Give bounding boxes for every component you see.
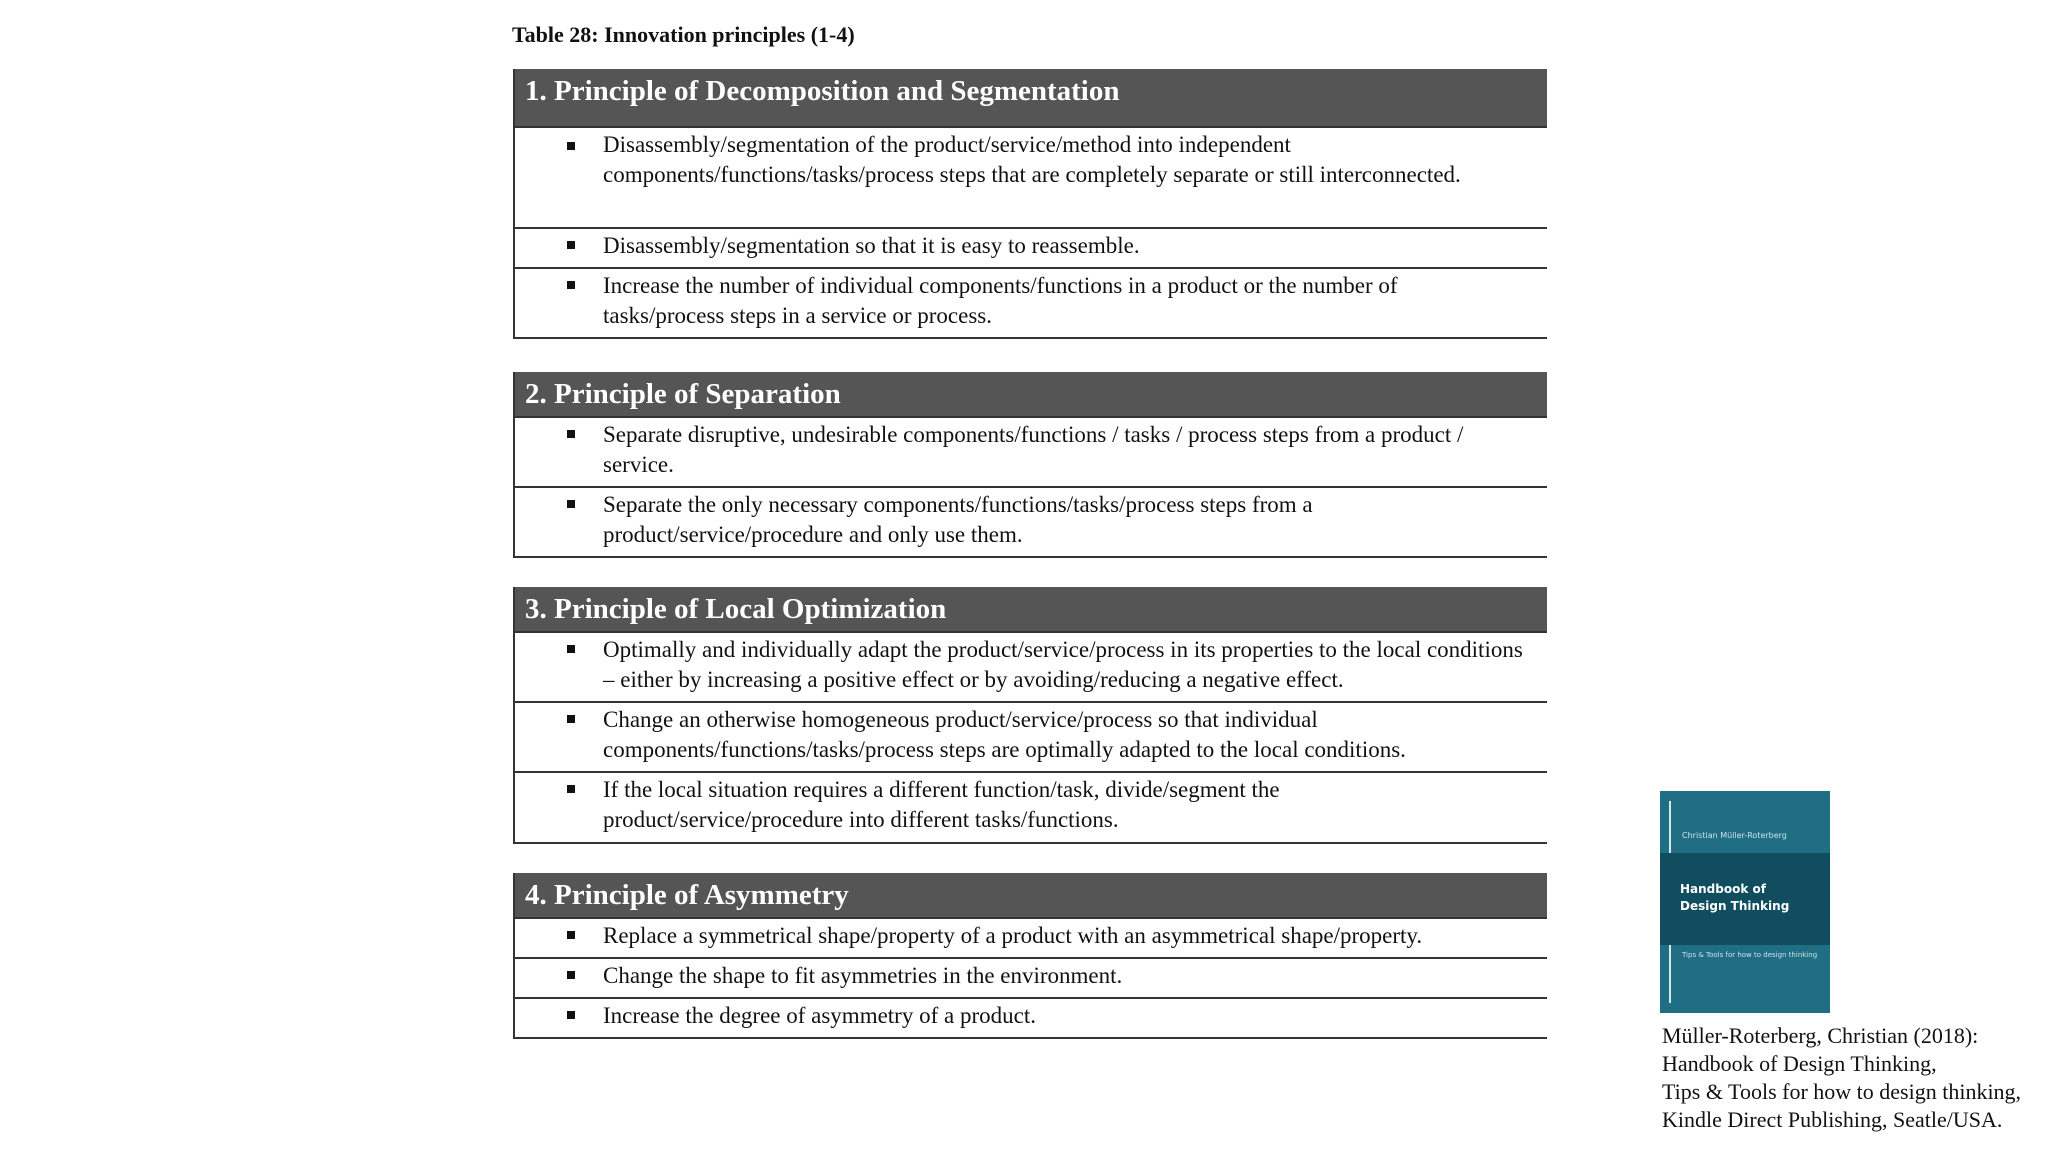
list-item	[515, 267, 1547, 337]
citation-line: Müller-Roterberg, Christian (2018):	[1662, 1023, 1979, 1048]
bullet-icon	[567, 785, 575, 793]
principle-section-1	[513, 69, 1547, 339]
list-item	[515, 126, 1547, 227]
cover-title-line2: Design Thinking	[1680, 899, 1790, 913]
principle-section-2	[513, 372, 1547, 558]
section-header: 2. Principle of Separation	[515, 372, 1547, 416]
item-text: Change an otherwise homogeneous product/service/process so that individual components/functions/tasks/process steps are optimally adapted to the local conditions.	[603, 707, 1406, 762]
item-text: Disassembly/segmentation of the product/service/method into independent components/functions/tasks/process steps that are completely separate or still interconnected.	[603, 132, 1461, 187]
item-text: Separate disruptive, undesirable components/functions / tasks / process steps from a product / service.	[603, 422, 1464, 477]
item-text: Increase the degree of asymmetry of a product.	[603, 1003, 1036, 1028]
item-text: Increase the number of individual components/functions in a product or the number of tasks/process steps in a service or process.	[603, 273, 1398, 328]
item-text: Disassembly/segmentation so that it is easy to reassemble.	[603, 233, 1140, 258]
citation-line: Handbook of Design Thinking,	[1662, 1051, 1937, 1076]
item-text: Replace a symmetrical shape/property of a product with an asymmetrical shape/property.	[603, 923, 1423, 948]
bullet-icon	[567, 500, 575, 508]
item-text: Optimally and individually adapt the product/service/process in its properties to the local conditions – either by increasing a positive effect or by avoiding/reducing a negative effect.	[603, 637, 1523, 692]
cover-title-line1: Handbook of	[1680, 882, 1766, 896]
citation-line: Tips & Tools for how to design thinking,	[1662, 1079, 2022, 1104]
item-text: If the local situation requires a different function/task, divide/segment the product/service/procedure into different tasks/functions.	[603, 777, 1280, 832]
bullet-icon	[567, 645, 575, 653]
cover-title	[1680, 881, 1789, 915]
principle-section-4	[513, 873, 1547, 1039]
list-item	[515, 917, 1547, 957]
table-caption: Table 28: Innovation principles (1-4)	[512, 22, 855, 47]
item-text: Separate the only necessary components/functions/tasks/process steps from a product/service/procedure and only use them.	[603, 492, 1313, 547]
bullet-icon	[567, 281, 575, 289]
section-header: 1. Principle of Decomposition and Segmentation	[515, 69, 1547, 126]
list-item	[515, 227, 1547, 267]
list-item	[515, 771, 1547, 841]
principle-section-3	[513, 587, 1547, 844]
cover-subtitle: Tips & Tools for how to design thinking	[1682, 951, 1818, 959]
list-item	[515, 957, 1547, 997]
bullet-icon	[567, 715, 575, 723]
bullet-icon	[567, 931, 575, 939]
bullet-icon	[567, 1011, 575, 1019]
bullet-icon	[567, 430, 575, 438]
bullet-icon	[567, 241, 575, 249]
citation	[1662, 1022, 2021, 1134]
bullet-icon	[567, 971, 575, 979]
cover-author: Christian Müller-Roterberg	[1682, 831, 1787, 840]
item-text: Change the shape to fit asymmetries in the environment.	[603, 963, 1123, 988]
bullet-icon	[567, 142, 575, 150]
book-cover-image	[1660, 791, 1830, 1013]
citation-line: Kindle Direct Publishing, Seatle/USA.	[1662, 1107, 2003, 1132]
list-item	[515, 631, 1547, 701]
list-item	[515, 701, 1547, 771]
section-header: 3. Principle of Local Optimization	[515, 587, 1547, 631]
list-item	[515, 416, 1547, 486]
list-item	[515, 997, 1547, 1037]
section-header: 4. Principle of Asymmetry	[515, 873, 1547, 917]
list-item	[515, 486, 1547, 556]
